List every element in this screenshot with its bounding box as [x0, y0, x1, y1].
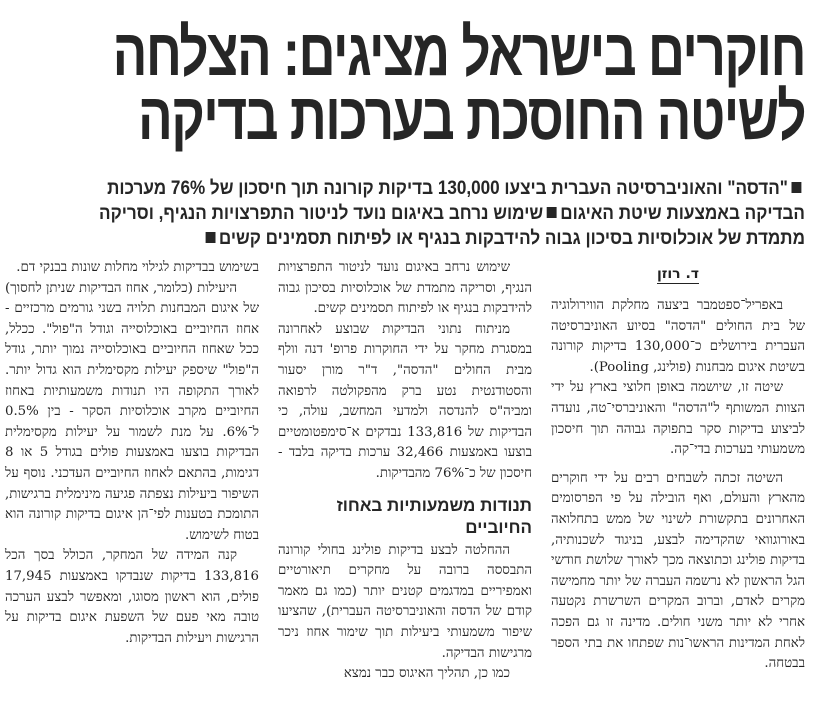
headline: [112, 15, 805, 153]
subhead-text-1: "הדסה" והאוניברסיטה העברית ביצעו 130,000 בדיקות קורונה תוך חיסכון של 76% מערכות: [107, 178, 788, 199]
byline: [551, 264, 805, 284]
article-column-1: [551, 258, 805, 675]
headline-line-2: לשיטה החוסכת בערכות בדיקה: [137, 79, 805, 153]
square-bullet-icon: [792, 182, 802, 193]
paragraph: השיטה זכתה לשבחים רבים על ידי חוקרים מהארץ והעולם, ואף הובילה על פי הפרסומים האחרונים בתקשורת לשינוי של ממש בתחלואה באורוגוואי שהקדימה לבצע, בניגוד לשכנותיה, בדיקות פולינג וכתוצאה מכך לאורך שלושת חודשי הגל הראשון לא נרשמה העברה של יותר מחמישה מקרים לאדם, וברוב המקרים השרשרת נקטעה אחרי לא יותר משני חולים. מדינה זו גם הפכה לאחת המדינות הראשו־נות שפתחו את בתי הספר בבטחה.: [551, 470, 805, 672]
subhead-text-2a: הבדיקה באמצעות שיטת האיגום: [560, 203, 805, 224]
section-subtitle: תנודות משמעותיות באחוז החיוביים: [336, 495, 532, 537]
square-bullet-icon: [547, 207, 557, 218]
paragraph: מניתוח נתוני הבדיקות שבוצע לאחרונה במסגרת מחקר על ידי החוקרות פרופ' דנה וולף מבית החולים "הדסה", ד"ר מורן יסעור והסטודנטית נטע ברק מהפקולטה לרפואה ומביה"ס להנדסה ולמדעי המחשב, עולה, כי הבדיקות של 133,816 נבדקים א־סימפטומטיים בוצעו באמצעות 32,466 ערכות בדיקה בלבד - חיסכון של כ־76% מהבדיקות.: [278, 321, 532, 481]
paragraph: בשימוש בבדיקות לגילוי מחלות שונות בבנקי דם.: [16, 260, 259, 275]
paragraph: כמו כן, תהליך האיגוס כבר נמצא: [343, 666, 510, 682]
paragraph: קנה המידה של המחקר, הכולל בסך הכל 133,816 בדיקות שנבדקו באמצעות 17,945 פולים, הוא ראשון מסוגו, ומאפשר לבצע הערכה טובה מאי פעם של השפעת איגום בדיקות על הרגישות ויעילות הבדיקות.: [5, 548, 259, 646]
article-body: [5, 258, 805, 708]
paragraph: באפריל־ספטמבר ביצעה מחלקת הווירולוגיה של בית החולים "הדסה" בסיוע האוניברסיטה העברית בירושלים כ־130,000 בדיקות קורונה בשיטת איגום מבחנות (פולינג, Pooling).: [551, 298, 806, 375]
paragraph: היעילות (כלומר, אחוז הבדיקות שניתן לחסוך) של איגום המבחנות תלויה בשני גורמים מרכזיים - אחוז החיוביים באוכלוסייה וגודל ה"פול". ככלל, ככל שאחוז החיוביים באוכלוסייה נמוך יותר, גודל ה"פול" שיספק יעילות מקסימלית הוא גדול יותר. לאורך התקופה היו תנודות משמעותיות באחוז החיוביים מקרב אוכלוסיות הסקר - בין 0.5% ל־6%. על מנת לשמור על יעילות מקסימלית הבדיקות בוצעו באמצעות פולים בגודל 5 או 8 דגימות, בהתאם לאחוז החיוביים העדכני. נוסף על השיפור ביעילות נצפתה פגיעה מינימלית ברגישות, התומכת בטענות לפי־הן איגום בדיקות קורונה הוא בטוח לשימוש.: [5, 280, 259, 543]
byline-author: ד. רוזן: [656, 266, 700, 282]
subhead-text-2b: שימוש נרחב באיגום נועד לניטור התפרצויות הנגיף, וסריקה: [99, 203, 544, 224]
subhead-text-3: מתמדת של אוכלוסיות בסיכון גבוה להידבקות בנגיף או לפיתוח תסמינים קשים: [218, 228, 806, 249]
subhead-line-1: [90, 176, 806, 201]
subheadline: [90, 176, 806, 251]
subhead-line-3: [90, 226, 806, 251]
paragraph: שימוש נרחב באיגום נועד לניטור התפרצויות הנגיף, וסריקה מתמדת של אוכלוסיות בסיכון גבוה להידבקות בנגיף או לפיתוח תסמינים קשים.: [278, 260, 532, 317]
article-column-2: [278, 258, 532, 685]
headline-line-1: חוקרים בישראל מציגים: הצלחה: [112, 15, 805, 89]
paragraph: שיטה זו, שיושמה באופן חלוצי בארץ על ידי הצוות המשותף ל"הדסה" והאוניברסי־טה, נועדה לביצוע בדיקות סקר בתפוקה גבוהה תוך חיסכון משמעותי בערכות בדי־קה.: [551, 380, 805, 458]
paragraph: ההחלטה לבצע בדיקות פולינג בחולי קורונה התבססה ברובה על מחקרים תיאורטיים ואמפיריים במדגמים קטנים יותר (כמו גם מאמר קודם של הדסה והאוניברסיטה העברית), שהציעו שיפור משמעותי ביעילות תוך שימור אחוז ניכר מרגישות הבדיקה.: [278, 542, 532, 661]
article-column-3: [5, 258, 259, 649]
subhead-line-2: [90, 201, 806, 226]
square-bullet-icon: [205, 232, 215, 243]
